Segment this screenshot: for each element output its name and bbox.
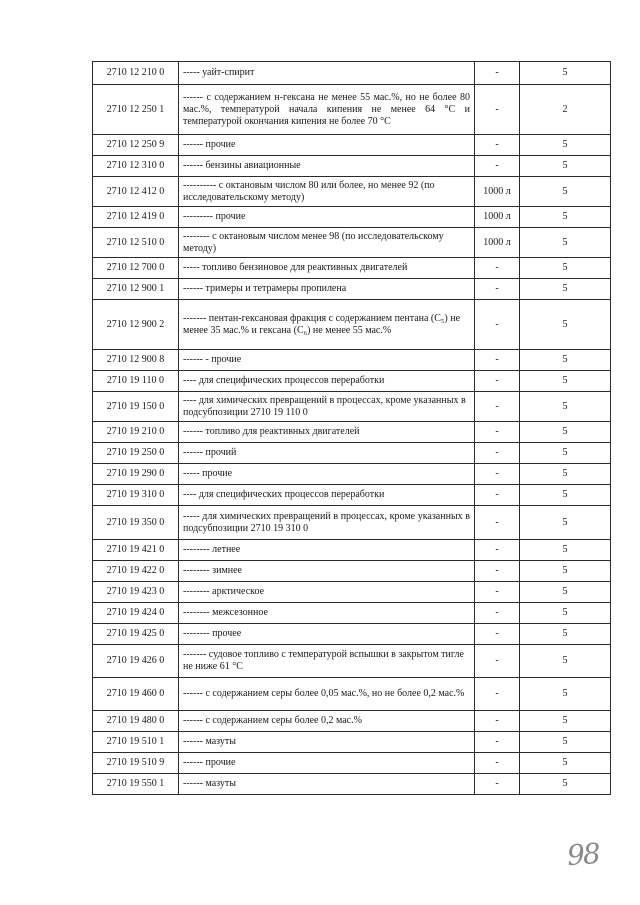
duty-rate: 5 <box>520 62 611 85</box>
table-row <box>93 371 611 392</box>
table-row <box>93 279 611 300</box>
table-row <box>93 464 611 485</box>
supplementary-unit: - <box>475 603 520 624</box>
table-row <box>93 561 611 582</box>
commodity-code: 2710 19 250 0 <box>93 443 179 464</box>
duty-rate: 5 <box>520 603 611 624</box>
duty-rate: 5 <box>520 561 611 582</box>
commodity-description: ------ прочие <box>179 135 475 156</box>
supplementary-unit: 1000 л <box>475 177 520 207</box>
commodity-description: ------ мазуты <box>179 732 475 753</box>
commodity-code: 2710 19 150 0 <box>93 392 179 422</box>
commodity-code: 2710 12 510 0 <box>93 228 179 258</box>
table-row <box>93 603 611 624</box>
supplementary-unit: - <box>475 774 520 795</box>
commodity-code: 2710 19 422 0 <box>93 561 179 582</box>
commodity-description: ---- для специфических процессов переработки <box>179 485 475 506</box>
commodity-description: ------ бензины авиационные <box>179 156 475 177</box>
table-row <box>93 422 611 443</box>
supplementary-unit: - <box>475 135 520 156</box>
table-row <box>93 732 611 753</box>
supplementary-unit: - <box>475 624 520 645</box>
duty-rate: 5 <box>520 711 611 732</box>
duty-rate: 5 <box>520 540 611 561</box>
table-row <box>93 485 611 506</box>
commodity-code: 2710 19 460 0 <box>93 678 179 711</box>
commodity-description: ------ с содержанием серы более 0,05 мас.%, но не более 0,2 мас.% <box>179 678 475 711</box>
commodity-code: 2710 19 550 1 <box>93 774 179 795</box>
duty-rate: 5 <box>520 624 611 645</box>
commodity-description: -------- арктическое <box>179 582 475 603</box>
supplementary-unit: - <box>475 443 520 464</box>
commodity-code: 2710 19 350 0 <box>93 506 179 540</box>
supplementary-unit: - <box>475 350 520 371</box>
duty-rate: 5 <box>520 228 611 258</box>
duty-rate: 5 <box>520 485 611 506</box>
commodity-code: 2710 12 210 0 <box>93 62 179 85</box>
commodity-code: 2710 19 210 0 <box>93 422 179 443</box>
table-row <box>93 62 611 85</box>
table-row <box>93 711 611 732</box>
commodity-description: ------ тримеры и тетрамеры пропилена <box>179 279 475 300</box>
table-row <box>93 300 611 350</box>
supplementary-unit: - <box>475 371 520 392</box>
supplementary-unit: - <box>475 300 520 350</box>
table-row <box>93 350 611 371</box>
commodity-description: ------ с содержанием серы более 0,2 мас.% <box>179 711 475 732</box>
duty-rate: 5 <box>520 350 611 371</box>
commodity-code: 2710 12 900 1 <box>93 279 179 300</box>
table-row <box>93 207 611 228</box>
duty-rate: 5 <box>520 392 611 422</box>
duty-rate: 2 <box>520 85 611 135</box>
supplementary-unit: 1000 л <box>475 207 520 228</box>
duty-rate: 5 <box>520 645 611 678</box>
commodity-code: 2710 19 424 0 <box>93 603 179 624</box>
commodity-code: 2710 12 310 0 <box>93 156 179 177</box>
commodity-description: ------ - прочие <box>179 350 475 371</box>
supplementary-unit: - <box>475 485 520 506</box>
duty-rate: 5 <box>520 258 611 279</box>
commodity-description: -------- с октановым числом менее 98 (по исследовательскому методу) <box>179 228 475 258</box>
commodity-code: 2710 19 426 0 <box>93 645 179 678</box>
commodity-code: 2710 19 425 0 <box>93 624 179 645</box>
commodity-code: 2710 12 250 1 <box>93 85 179 135</box>
table-row <box>93 177 611 207</box>
duty-rate: 5 <box>520 371 611 392</box>
table-row <box>93 624 611 645</box>
duty-rate: 5 <box>520 422 611 443</box>
supplementary-unit: - <box>475 156 520 177</box>
commodity-code: 2710 19 480 0 <box>93 711 179 732</box>
commodity-code: 2710 19 423 0 <box>93 582 179 603</box>
commodity-code: 2710 12 900 2 <box>93 300 179 350</box>
commodity-description: ---------- с октановым числом 80 или более, но менее 92 (по исследовательскому методу) <box>179 177 475 207</box>
commodity-description: ------ прочие <box>179 753 475 774</box>
tariff-table <box>92 61 611 795</box>
commodity-code: 2710 19 510 9 <box>93 753 179 774</box>
table-row <box>93 506 611 540</box>
tariff-table-body <box>93 62 611 795</box>
commodity-description: ----- прочие <box>179 464 475 485</box>
table-row <box>93 228 611 258</box>
table-row <box>93 392 611 422</box>
commodity-description: -------- летнее <box>179 540 475 561</box>
commodity-code: 2710 19 510 1 <box>93 732 179 753</box>
table-row <box>93 774 611 795</box>
table-row <box>93 443 611 464</box>
duty-rate: 5 <box>520 156 611 177</box>
supplementary-unit: - <box>475 732 520 753</box>
commodity-description: ------ топливо для реактивных двигателей <box>179 422 475 443</box>
commodity-code: 2710 12 412 0 <box>93 177 179 207</box>
table-row <box>93 582 611 603</box>
supplementary-unit: - <box>475 582 520 603</box>
supplementary-unit: - <box>475 422 520 443</box>
table-row <box>93 645 611 678</box>
commodity-description: ----- топливо бензиновое для реактивных двигателей <box>179 258 475 279</box>
supplementary-unit: - <box>475 258 520 279</box>
supplementary-unit: - <box>475 279 520 300</box>
table-row <box>93 85 611 135</box>
supplementary-unit: - <box>475 62 520 85</box>
duty-rate: 5 <box>520 506 611 540</box>
commodity-description: -------- межсезонное <box>179 603 475 624</box>
commodity-description: -------- прочее <box>179 624 475 645</box>
supplementary-unit: - <box>475 85 520 135</box>
commodity-description: ----- уайт-спирит <box>179 62 475 85</box>
commodity-description: --------- прочие <box>179 207 475 228</box>
commodity-description: -------- зимнее <box>179 561 475 582</box>
commodity-code: 2710 12 419 0 <box>93 207 179 228</box>
duty-rate: 5 <box>520 207 611 228</box>
duty-rate: 5 <box>520 753 611 774</box>
table-row <box>93 135 611 156</box>
duty-rate: 5 <box>520 732 611 753</box>
duty-rate: 5 <box>520 135 611 156</box>
supplementary-unit: - <box>475 506 520 540</box>
commodity-code: 2710 12 700 0 <box>93 258 179 279</box>
duty-rate: 5 <box>520 464 611 485</box>
commodity-code: 2710 19 310 0 <box>93 485 179 506</box>
commodity-description: ---- для химических превращений в процессах, кроме указанных в подсубпозиции 2710 19 110 0 <box>179 392 475 422</box>
supplementary-unit: - <box>475 392 520 422</box>
table-row <box>93 678 611 711</box>
duty-rate: 5 <box>520 177 611 207</box>
table-row <box>93 258 611 279</box>
commodity-description: ---- для специфических процессов переработки <box>179 371 475 392</box>
commodity-description: ------ с содержанием н-гексана не менее 55 мас.%, но не более 80 мас.%, температурой начала кипения не менее 64 °С и температурой окончания кипения не более 70 °С <box>179 85 475 135</box>
table-row <box>93 753 611 774</box>
commodity-code: 2710 19 421 0 <box>93 540 179 561</box>
duty-rate: 5 <box>520 300 611 350</box>
commodity-code: 2710 12 250 9 <box>93 135 179 156</box>
supplementary-unit: - <box>475 540 520 561</box>
duty-rate: 5 <box>520 279 611 300</box>
table-row <box>93 156 611 177</box>
duty-rate: 5 <box>520 582 611 603</box>
commodity-description: ----- для химических превращений в процессах, кроме указанных в подсубпозиции 2710 19 310 0 <box>179 506 475 540</box>
commodity-code: 2710 19 110 0 <box>93 371 179 392</box>
table-row <box>93 540 611 561</box>
supplementary-unit: - <box>475 645 520 678</box>
commodity-description: ------ мазуты <box>179 774 475 795</box>
commodity-description: ------ прочий <box>179 443 475 464</box>
commodity-code: 2710 12 900 8 <box>93 350 179 371</box>
commodity-description: ------- судовое топливо с температурой вспышки в закрытом тигле не ниже 61 °С <box>179 645 475 678</box>
commodity-code: 2710 19 290 0 <box>93 464 179 485</box>
supplementary-unit: - <box>475 711 520 732</box>
supplementary-unit: - <box>475 753 520 774</box>
supplementary-unit: - <box>475 464 520 485</box>
handwritten-page-number: 98 <box>565 836 600 873</box>
supplementary-unit: - <box>475 678 520 711</box>
duty-rate: 5 <box>520 443 611 464</box>
duty-rate: 5 <box>520 678 611 711</box>
commodity-description: ------- пентан-гексановая фракция с содержанием пентана (С₅) не менее 35 мас.% и гексана (С₆) не менее 55 мас.% <box>179 300 475 350</box>
supplementary-unit: 1000 л <box>475 228 520 258</box>
supplementary-unit: - <box>475 561 520 582</box>
duty-rate: 5 <box>520 774 611 795</box>
